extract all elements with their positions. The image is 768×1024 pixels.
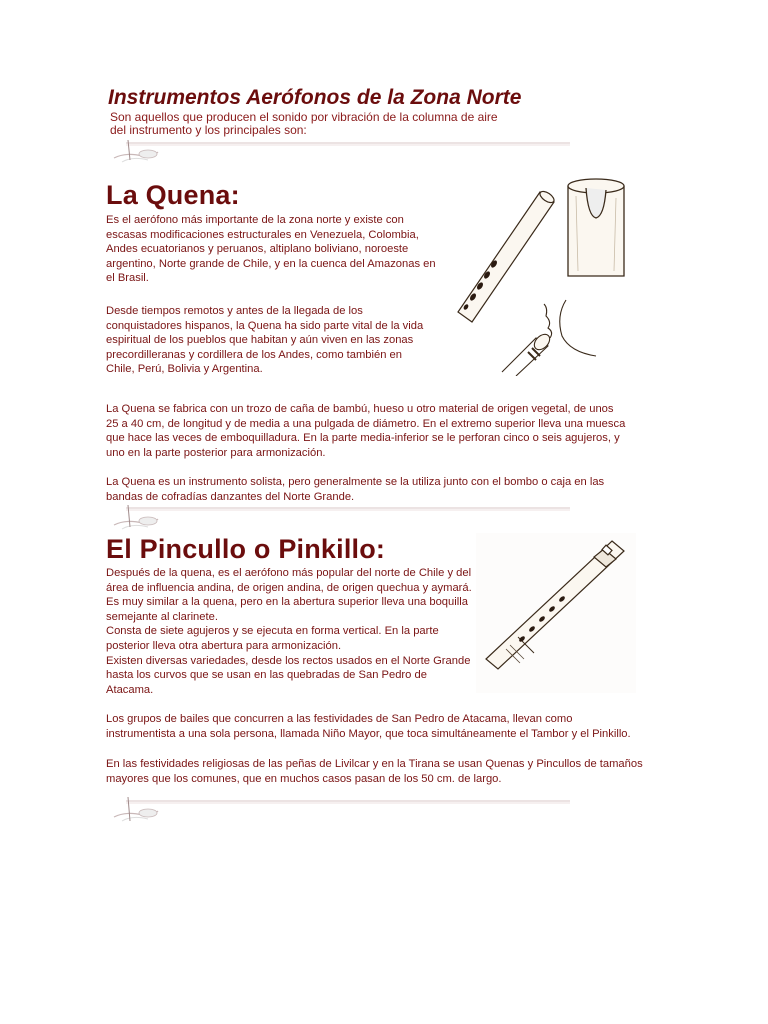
- quena-paragraph-4: La Quena es un instrumento solista, pero generalmente se la utiliza junto con el bombo o caja en las bandas de cofradías danzantes del Norte Grande.: [106, 476, 605, 503]
- pincullo-illustration: [476, 533, 636, 693]
- section-title-quena: La Quena:: [106, 180, 240, 210]
- pincullo-paragraph-1: Después de la quena, es el aerófono más popular del norte de Chile y del área de influencia andina, de origen andina, de origen quechua y aymará. Es muy similar a la quena, pero en la abertura superior lleva una boquilla semejante al clarinete.: [106, 567, 472, 623]
- divider-ornament: [108, 795, 578, 813]
- divider-ornament: [108, 138, 578, 156]
- pincullo-text-block: [106, 566, 476, 697]
- quena-paragraph-1: Es el aerófono más importante de la zona norte y existe con escasas modificaciones estructurales en Venezuela, Colombia, Andes ecuatorianos y peruanos, altiplano boliviano, noroeste argentino, Norte grande de Chile, y en la cuenca del Amazonas en el Brasil.: [106, 214, 436, 285]
- pincullo-paragraph-5: En las festividades religiosas de las peñas de Livilcar y en la Tirana se usan Quenas y Pincullos de tamaños mayores que los comunes, que en muchos casos pasan de los 50 cm. de largo.: [106, 758, 643, 785]
- pincullo-paragraph-2: Consta de siete agujeros y se ejecuta en forma vertical. En la parte posterior lleva otra abertura para armonización.: [106, 625, 439, 652]
- pincullo-paragraph-4: Los grupos de bailes que concurren a las festividades de San Pedro de Atacama, llevan como instrumentista a una sola persona, llamada Niño Mayor, que toca simultáneamente el Tambor y el Pinkillo.: [106, 713, 631, 740]
- page-title: Instrumentos Aerófonos de la Zona Norte: [108, 86, 522, 109]
- quena-paragraph-3: La Quena se fabrica con un trozo de caña de bambú, hueso u otro material de origen vegetal, de unos 25 a 40 cm, de longitud y de media a una pulgada de diámetro. En el extremo superior lleva una muesca que hace las veces de emboquilladura. En la parte media-inferior se le perforan cinco o seis agujeros, y uno en la parte posterior para armonización.: [106, 403, 626, 459]
- quena-paragraph-2: Desde tiempos remotos y antes de la llegada de los conquistadores hispanos, la Quena ha sido parte vital de la vida espiritual de los pueblos que habitan y aún viven en las zonas precordilleranas y cordillera de los Andes, como también en Chile, Perú, Bolivia y Argentina.: [106, 305, 424, 376]
- quena-illustration: [436, 176, 636, 376]
- divider-ornament: [108, 505, 578, 523]
- intro-line-2: del instrumento y los principales son:: [110, 123, 307, 137]
- intro-text: [110, 111, 550, 137]
- section-title-pincullo: El Pincullo o Pinkillo:: [106, 534, 386, 564]
- pincullo-paragraph-3: Existen diversas variedades, desde los rectos usados en el Norte Grande hasta los curvos que se usan en las quebradas de San Pedro de Atacama.: [106, 654, 471, 696]
- intro-line-1: Son aquellos que producen el sonido por vibración de la columna de aire: [110, 110, 498, 124]
